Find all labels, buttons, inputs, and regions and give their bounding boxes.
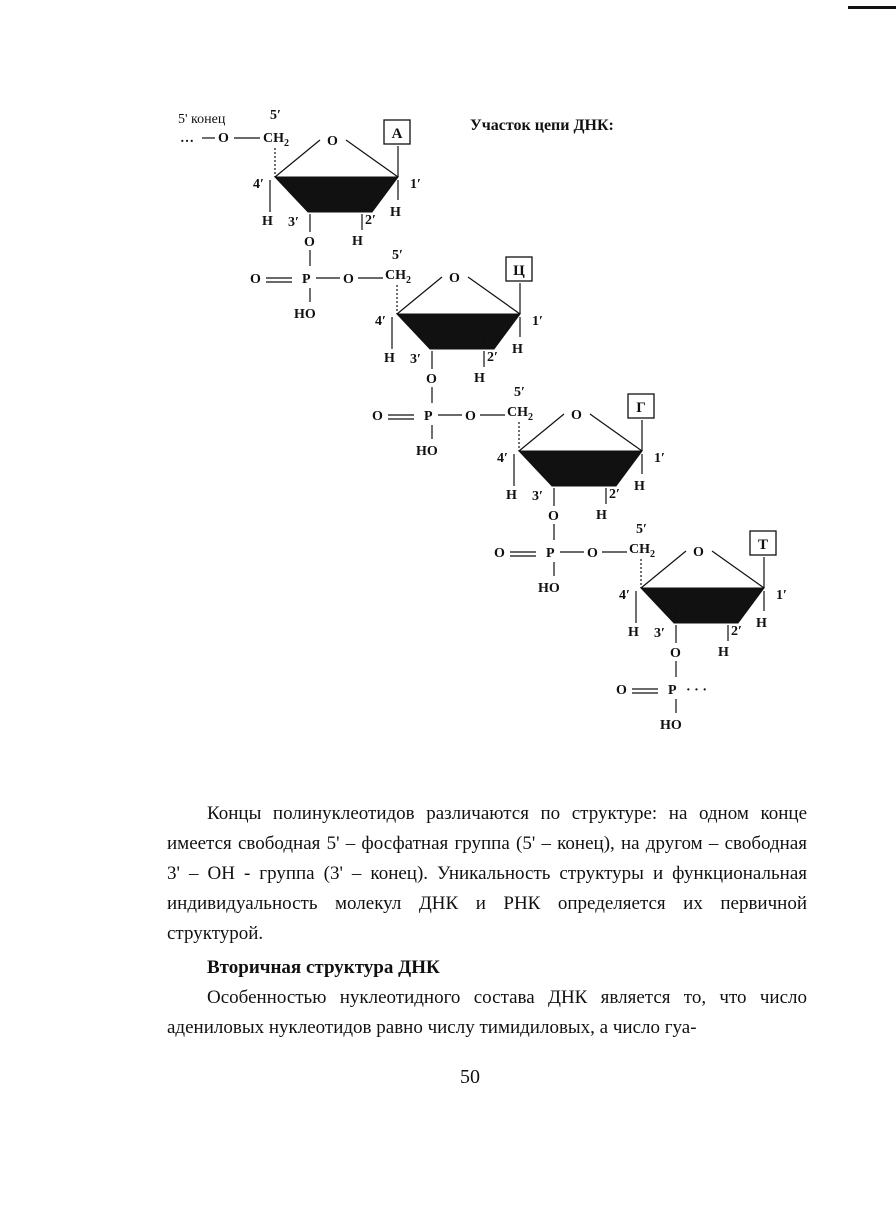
next-c5-label-adenine: 5′ <box>392 248 403 263</box>
c4-label-thymine: 4′ <box>619 588 630 603</box>
p-oxygen-thymine: O <box>616 683 627 698</box>
base-label-adenine: А <box>391 126 403 142</box>
next-c5-label-cytosine: 5′ <box>514 385 525 400</box>
c1-label-thymine: 1′ <box>776 588 787 603</box>
ch2-cytosine: $CH_2$ <box>385 268 411 286</box>
c4-label-guanine: 4′ <box>497 451 508 466</box>
h-upper-left-thymine: H <box>669 597 680 612</box>
c1-label-adenine: 1′ <box>410 177 421 192</box>
c4-label-adenine: 4′ <box>253 177 264 192</box>
phosphorus-thymine: P <box>668 683 677 698</box>
h-upper-right-guanine: H <box>599 460 610 475</box>
c3-label-thymine: 3′ <box>654 626 665 641</box>
page-number: 50 <box>460 1066 480 1088</box>
h-upper-right-adenine: H <box>355 186 366 201</box>
c2-label-adenine: 2′ <box>365 213 376 228</box>
next-c5-label-guanine: 5′ <box>636 522 647 537</box>
ring-oxygen-guanine: O <box>571 408 582 423</box>
phosphorus-cytosine: P <box>424 409 433 424</box>
o3-cytosine: O <box>426 372 437 387</box>
h-upper-left-cytosine: H <box>425 323 436 338</box>
hydroxyl-adenine: HO <box>294 307 316 322</box>
hydroxyl-thymine: HO <box>660 718 682 733</box>
h-c1-thymine: H <box>756 616 767 631</box>
phosphorus-adenine: P <box>302 272 311 287</box>
ch2-thymine: $CH_2$ <box>629 542 655 560</box>
ring-oxygen-cytosine: O <box>449 271 460 286</box>
c3-label-cytosine: 3′ <box>410 352 421 367</box>
c3-label-guanine: 3′ <box>532 489 543 504</box>
h-c2-guanine: H <box>596 508 607 523</box>
diagram-title: Участок цепи ДНК: <box>470 117 614 134</box>
paragraph-1: Концы полинуклеотидов различаются по структуре: на одном конце имеется свободная 5' – фосфатная группа (5' – конец), на другом – свободная 3' – OH - группа (3' – конец). Уникальность структуры и функциональная индивидуальность молекул ДНК и РНК определяется их первичной структурой. <box>167 803 807 944</box>
paragraph-2: Особенностью нуклеотидного состава ДНК является то, что число адениловых нуклеотидов равно числу тимидиловых, а число гуа- <box>167 987 807 1038</box>
bridge-oxygen-guanine: O <box>587 546 598 561</box>
ring-oxygen-adenine: O <box>327 134 338 149</box>
h-c2-cytosine: H <box>474 371 485 386</box>
five-prime-end-label: 5' конец <box>178 112 226 127</box>
c3-label-adenine: 3′ <box>288 215 299 230</box>
h-c2-adenine: H <box>352 234 363 249</box>
base-label-guanine: Г <box>636 400 646 416</box>
start-five-prime-label: 5′ <box>270 108 281 123</box>
h-c4-guanine: H <box>506 488 517 503</box>
h-c1-guanine: H <box>634 479 645 494</box>
p-oxygen-adenine: O <box>250 272 261 287</box>
start-dots: … <box>180 131 194 146</box>
ring-wedge-adenine <box>275 177 398 212</box>
h-c4-adenine: H <box>262 214 273 229</box>
h-upper-right-thymine: H <box>721 597 732 612</box>
section-heading-secondary-structure: Вторичная структура ДНК <box>207 957 440 978</box>
ring-wedge-cytosine <box>397 314 520 349</box>
base-label-cytosine: Ц <box>513 263 525 279</box>
h-c4-thymine: H <box>628 625 639 640</box>
o3-guanine: O <box>548 509 559 524</box>
c2-label-thymine: 2′ <box>731 624 742 639</box>
phosphorus-guanine: P <box>546 546 555 561</box>
h-c1-cytosine: H <box>512 342 523 357</box>
h-upper-right-cytosine: H <box>477 323 488 338</box>
o3-thymine: O <box>670 646 681 661</box>
h-upper-left-guanine: H <box>547 460 558 475</box>
paragraph-polynucleotide-ends <box>167 799 807 949</box>
hydroxyl-cytosine: HO <box>416 444 438 459</box>
c1-label-cytosine: 1′ <box>532 314 543 329</box>
hydroxyl-guanine: HO <box>538 581 560 596</box>
p-oxygen-guanine: O <box>494 546 505 561</box>
p-oxygen-cytosine: O <box>372 409 383 424</box>
ch2-guanine: $CH_2$ <box>507 405 533 423</box>
h-c1-adenine: H <box>390 205 401 220</box>
ch2-adenine: $CH_2$ <box>263 131 289 149</box>
h-upper-left-adenine: H <box>303 186 314 201</box>
c2-label-guanine: 2′ <box>609 487 620 502</box>
h-c4-cytosine: H <box>384 351 395 366</box>
h-c2-thymine: H <box>718 645 729 660</box>
ring-oxygen-thymine: O <box>693 545 704 560</box>
c4-label-cytosine: 4′ <box>375 314 386 329</box>
base-label-thymine: Т <box>757 537 769 553</box>
c2-label-cytosine: 2′ <box>487 350 498 365</box>
ring-wedge-guanine <box>519 451 642 486</box>
tail-dots: · · · <box>686 683 708 698</box>
ring-wedge-thymine <box>641 588 764 623</box>
bridge-oxygen-adenine: O <box>343 272 354 287</box>
start-oxygen: O <box>218 131 229 146</box>
o3-adenine: O <box>304 235 315 250</box>
c1-label-guanine: 1′ <box>654 451 665 466</box>
bridge-oxygen-cytosine: O <box>465 409 476 424</box>
